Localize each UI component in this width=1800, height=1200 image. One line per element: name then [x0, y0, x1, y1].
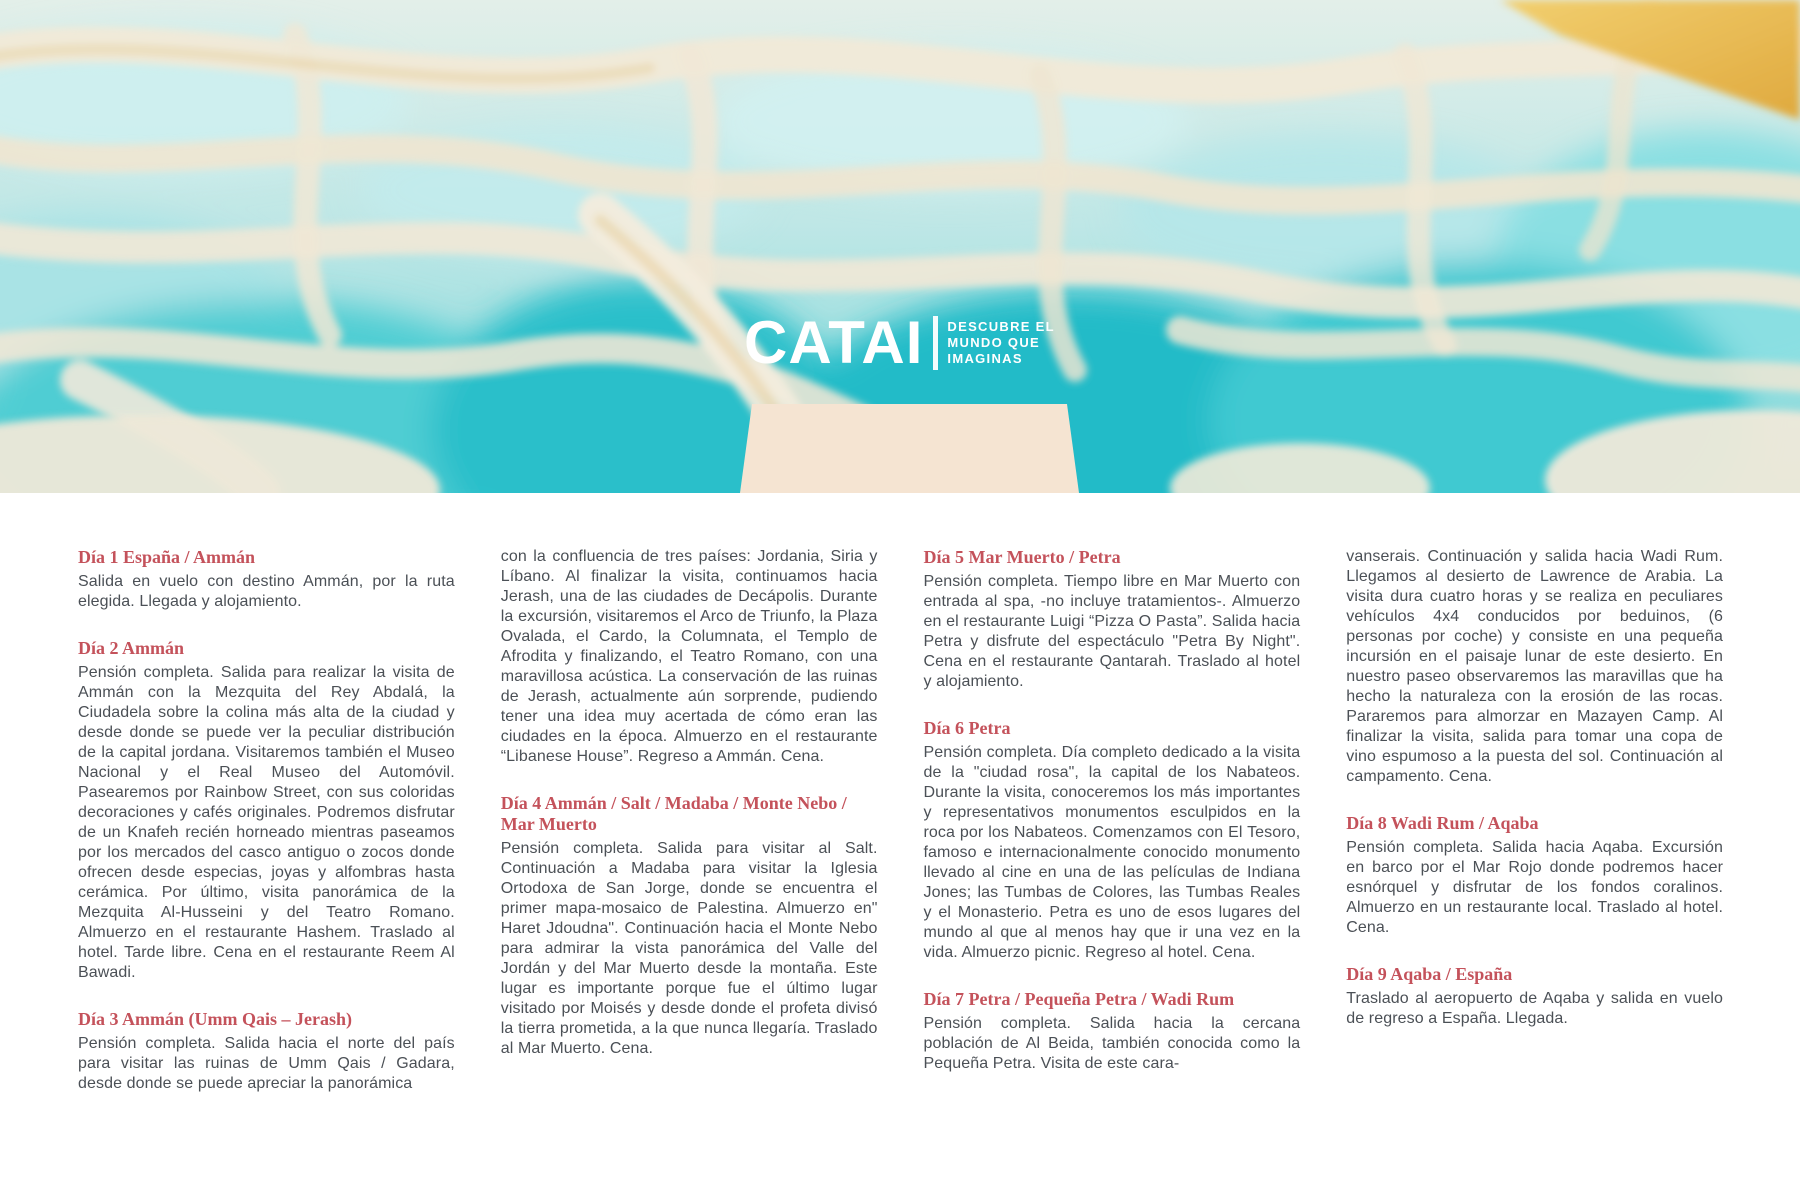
day-paragraph: Salida en vuelo con destino Ammán, por la ruta elegida. Llegada y alojamiento.	[78, 573, 455, 610]
hero-photo	[0, 0, 1800, 493]
day-paragraph: Pensión completa. Salida hacia el norte del país para visitar las ruinas de Umm Qais / Gadara, desde donde se puede apreciar la panorámica	[78, 1035, 455, 1092]
day-heading: Día 7 Petra / Pequeña Petra / Wadi Rum	[923, 989, 1235, 1009]
day-paragraph: con la confluencia de tres países: Jordania, Siria y Líbano. Al finalizar la visita, continuamos hacia Jerash, una de las ciudades de Decápolis. Durante la excursión, visitaremos el Arco de Triunfo, la Plaza Ovalada, el Cardo, la Columnata, el Templo de Afrodita y finalizando, el Teatro Romano, con una maravillosa acústica. La conservación de las ruinas de Jerash, actualmente aún sorprende, pudiendo tener una idea muy acertada de cómo eran las ciudades en la época. Almuerzo en el restaurante “Libanese House”. Regreso a Ammán. Cena.	[500, 548, 878, 765]
day-paragraph: Pensión completa. Salida para visitar al Salt. Continuación a Madaba para visitar la Iglesia Ortodoxa de San Jorge, donde se encuentra el primer mapa-mosaico de Palestina. Almuerzo en" Haret Jdoudna". Continuación hacia el Monte Nebo para admirar la vista panorámica del Valle del Jordán y del Mar Muerto desde la montaña. Este lugar es importante porque fue el último lugar visitado por Moisés y desde donde el profeta divisó la tierra prometida, a la que nunca llegaría. Traslado al Mar Muerto. Cena.	[500, 840, 878, 1057]
logo-tagline-line: IMAGINAS	[947, 351, 1023, 366]
column-3	[924, 547, 1301, 1120]
day-paragraph: Pensión completa. Salida para realizar la visita de Ammán con la Mezquita del Rey Abdalá, la Ciudadela sobre la colina más alta de la ciudad y desde donde se puede ver la peculiar distribución de la capital jordana. Visitaremos también el Museo Nacional y el Real Museo del Automóvil. Pasearemos por Rainbow Street, con sus coloridas decoraciones y cafés originales. Podremos disfrutar de un Knafeh recién horneado mientras paseamos por los mercados del casco antiguo o zocos donde ofrecen desde especias, joyas y alfombras hasta cerámica. Por último, visita panorámica de la Mezquita Al-Husseini y del Teatro Romano. Almuerzo en el restaurante Hashem. Traslado al hotel. Tarde libre. Cena en el restaurante Reem Al Bawadi.	[78, 664, 455, 981]
day-paragraph: Traslado al aeropuerto de Aqaba y salida en vuelo de regreso a España. Llegada.	[1346, 990, 1723, 1027]
cream-wedge	[740, 404, 1079, 493]
column-4	[1346, 547, 1723, 1120]
day-heading: Día 5 Mar Muerto / Petra	[923, 547, 1121, 567]
logo-tagline-line: DESCUBRE EL	[947, 319, 1055, 334]
day-heading: Día 3 Ammán (Umm Qais – Jerash)	[78, 1009, 352, 1029]
itinerary-columns	[0, 493, 1800, 1120]
catai-logo	[744, 309, 1055, 376]
day-heading: Día 9 Aqaba / España	[1346, 964, 1513, 984]
brand-wordmark: CATAI	[744, 309, 924, 376]
day-heading: Día 6 Petra	[923, 718, 1011, 738]
day-heading: Día 2 Ammán	[78, 638, 185, 658]
logo-divider	[933, 316, 938, 370]
column-1	[78, 547, 455, 1120]
column-2	[501, 547, 878, 1120]
hero-banner	[0, 0, 1800, 493]
day-paragraph: Pensión completa. Tiempo libre en Mar Muerto con entrada al spa, -no incluye tratamientos-. Almuerzo en el restaurante Luigi “Pizza O Pasta”. Salida hacia Petra y disfrute del espectáculo "Petra By Night". Cena en el restaurante Qantarah. Traslado al hotel y alojamiento.	[923, 573, 1301, 690]
day-heading: Día 4 Ammán / Salt / Madaba / Monte Nebo / Mar Muerto	[500, 793, 847, 834]
day-paragraph: Pensión completa. Salida hacia la cercana población de Al Beida, también conocida como la Pequeña Petra. Visita de este cara-	[923, 1015, 1301, 1072]
day-paragraph: vanserais. Continuación y salida hacia Wadi Rum. Llegamos al desierto de Lawrence de Arabia. La visita dura cuatro horas y se realiza en peculiares vehículos 4x4 conducidos por beduinos, (6 personas por coche) y consiste en una pequeña incursión en el paisaje lunar de este desierto. En nuestro paseo observaremos las maravillas que ha hecho la naturaleza con la erosión de las rocas. Pararemos para almorzar en Mazayen Camp. Al finalizar la visita, salida para tomar una copa de vino espumoso a la puesta del sol. Continuación al campamento. Cena.	[1346, 548, 1723, 785]
day-heading: Día 1 España / Ammán	[78, 547, 256, 567]
logo-tagline	[947, 319, 1054, 367]
logo-tagline-line: MUNDO QUE	[947, 335, 1040, 350]
day-heading: Día 8 Wadi Rum / Aqaba	[1346, 813, 1539, 833]
day-paragraph: Pensión completa. Salida hacia Aqaba. Excursión en barco por el Mar Rojo donde podremos hacer esnórquel y disfrutar de los fondos coralinos. Almuerzo en un restaurante local. Traslado al hotel. Cena.	[1346, 839, 1723, 936]
day-paragraph: Pensión completa. Día completo dedicado a la visita de la "ciudad rosa", la capital de los Nabateos. Durante la visita, conoceremos los más importantes y representativos monumentos esculpidos en la roca por los Nabateos. Comenzamos con El Tesoro, famoso e internacionalmente conocido monumento llevado al cine en una de las películas de Indiana Jones; las Tumbas de Colores, las Tumbas Reales y el Monasterio. Petra es uno de esos lugares del mundo al que al menos hay que ir una vez en la vida. Almuerzo picnic. Regreso al hotel. Cena.	[923, 744, 1301, 961]
